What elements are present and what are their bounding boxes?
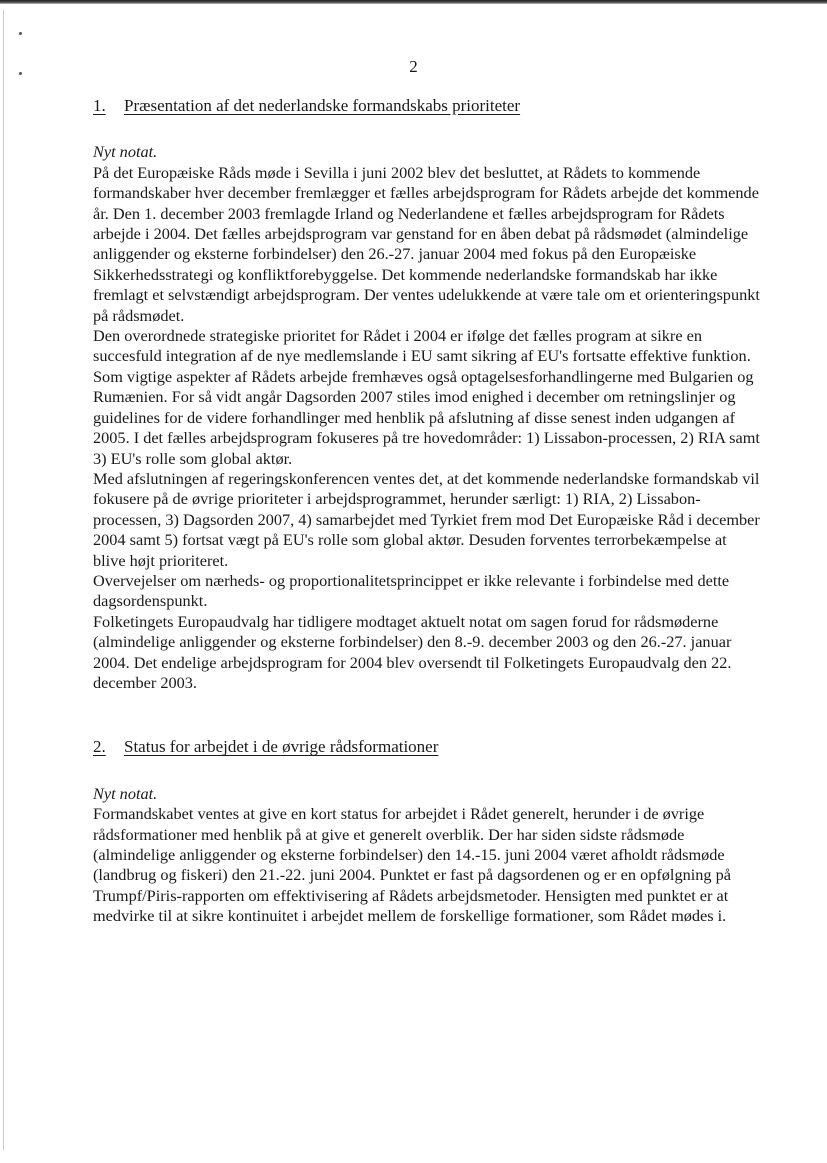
section-2-number: 2. xyxy=(93,737,106,757)
section-1 xyxy=(93,96,763,693)
section-1-heading xyxy=(93,96,763,116)
section-1-paragraph-1: På det Europæiske Råds møde i Sevilla i juni 2002 blev det besluttet, at Rådets to kommende formandskaber hver december fremlægger et fælles arbejdsprogram for Rådets arbejde det kommende år. Den 1. december 2003 fremlagde Irland og Nederlandene et fælles arbejdsprogram for Rådets arbejde i 2004. Det fælles arbejdsprogram var genstand for en åben debat på rådsmødet (almindelige anliggender og eksterne forbindelser) den 26.-27. januar 2004 med fokus på den Europæiske Sikkerhedsstrategi og konfliktforebyggelse. Det kommende nederlandske formandskab har ikke fremlagt et selvstændigt arbejdsprogram. Der ventes udelukkende at være tale om et orienteringspunkt på rådsmødet. xyxy=(93,162,760,325)
scan-edge-left xyxy=(3,10,4,1150)
section-1-title: Præsentation af det nederlandske formandskabs prioriteter xyxy=(124,96,521,115)
section-1-paragraph-2: Den overordnede strategiske prioritet for Rådet i 2004 er ifølge det fælles program at sikre en succesfuld integration af de nye medlemslande i EU samt sikring af EU's fortsatte effektive funktion. Som vigtige aspekter af Rådets arbejde fremhæves også optagelsesforhandlingerne med Bulgarien og Rumænien. For så vidt angår Dagsorden 2007 stiles imod enighed i december om retningslinjer og guidelines for de videre forhandlinger med henblik på afslutning af disse senest inden udgangen af 2005. I det fælles arbejdsprogram fokuseres på tre hovedområder: 1) Lissabon-processen, 2) RIA samt 3) EU's rolle som global aktør. xyxy=(93,326,760,468)
scan-edge-top xyxy=(0,0,827,4)
section-1-number: 1. xyxy=(93,96,106,115)
section-2-heading xyxy=(93,737,763,757)
section-1-paragraph-3: Med afslutningen af regeringskonferencen ventes det, at det kommende nederlandske formandskab vil fokusere på de øvrige prioriteter i arbejdsprogrammet, herunder særligt: 1) RIA, 2) Lissabon-processen, 3) Dagsorden 2007, 4) samarbejdet med Tyrkiet frem mod Det Europæiske Råd i december 2004 samt 5) fortsat vægt på EU's rolle som global aktør. Desuden forventes terrorbekæmpelse at blive højt prioriteret. xyxy=(93,468,760,570)
section-2-title: Status for arbejdet i de øvrige rådsformationer xyxy=(124,737,439,757)
document-body xyxy=(93,96,763,927)
section-2-paragraph-1: Formandskabet ventes at give en kort status for arbejdet i Rådet generelt, herunder i de øvrige rådsformationer med henblik på at give et generelt overblik. Der har siden sidste rådsmøde (almindelige anliggender og eksterne forbindelser) den 14.-15. juni 2004 været afholdt rådsmøde (landbrug og fiskeri) den 21.-22. juni 2004. Punktet er fast på dagsordenen og er en opfølgning på Trumpf/Piris-rapporten om effektivisering af Rådets arbejdsmetoder. Hensigten med punktet er at medvirke til at sikre kontinuitet i arbejdet mellem de forskellige formationer, som Rådet mødes i. xyxy=(93,804,731,926)
section-1-paragraph-5: Folketingets Europaudvalg har tidligere modtaget aktuelt notat om sagen forud for rådsmøderne (almindelige anliggender og eksterne forbindelser) den 8.-9. december 2003 og den 26.-27. januar 2004. Det endelige arbejdsprogram for 2004 blev oversendt til Folketingets Europaudvalg den 22. december 2003. xyxy=(93,611,732,692)
section-1-paragraph-4: Overvejelser om nærheds- og proportionalitetsprincippet er ikke relevante i forbindelse med dette dagsordenspunkt. xyxy=(93,570,730,611)
section-2 xyxy=(93,737,763,926)
section-1-note-label: Nyt notat. xyxy=(93,142,158,162)
page-number: 2 xyxy=(409,57,418,76)
section-2-note-label: Nyt notat. xyxy=(93,783,158,803)
scan-speck xyxy=(19,32,22,35)
